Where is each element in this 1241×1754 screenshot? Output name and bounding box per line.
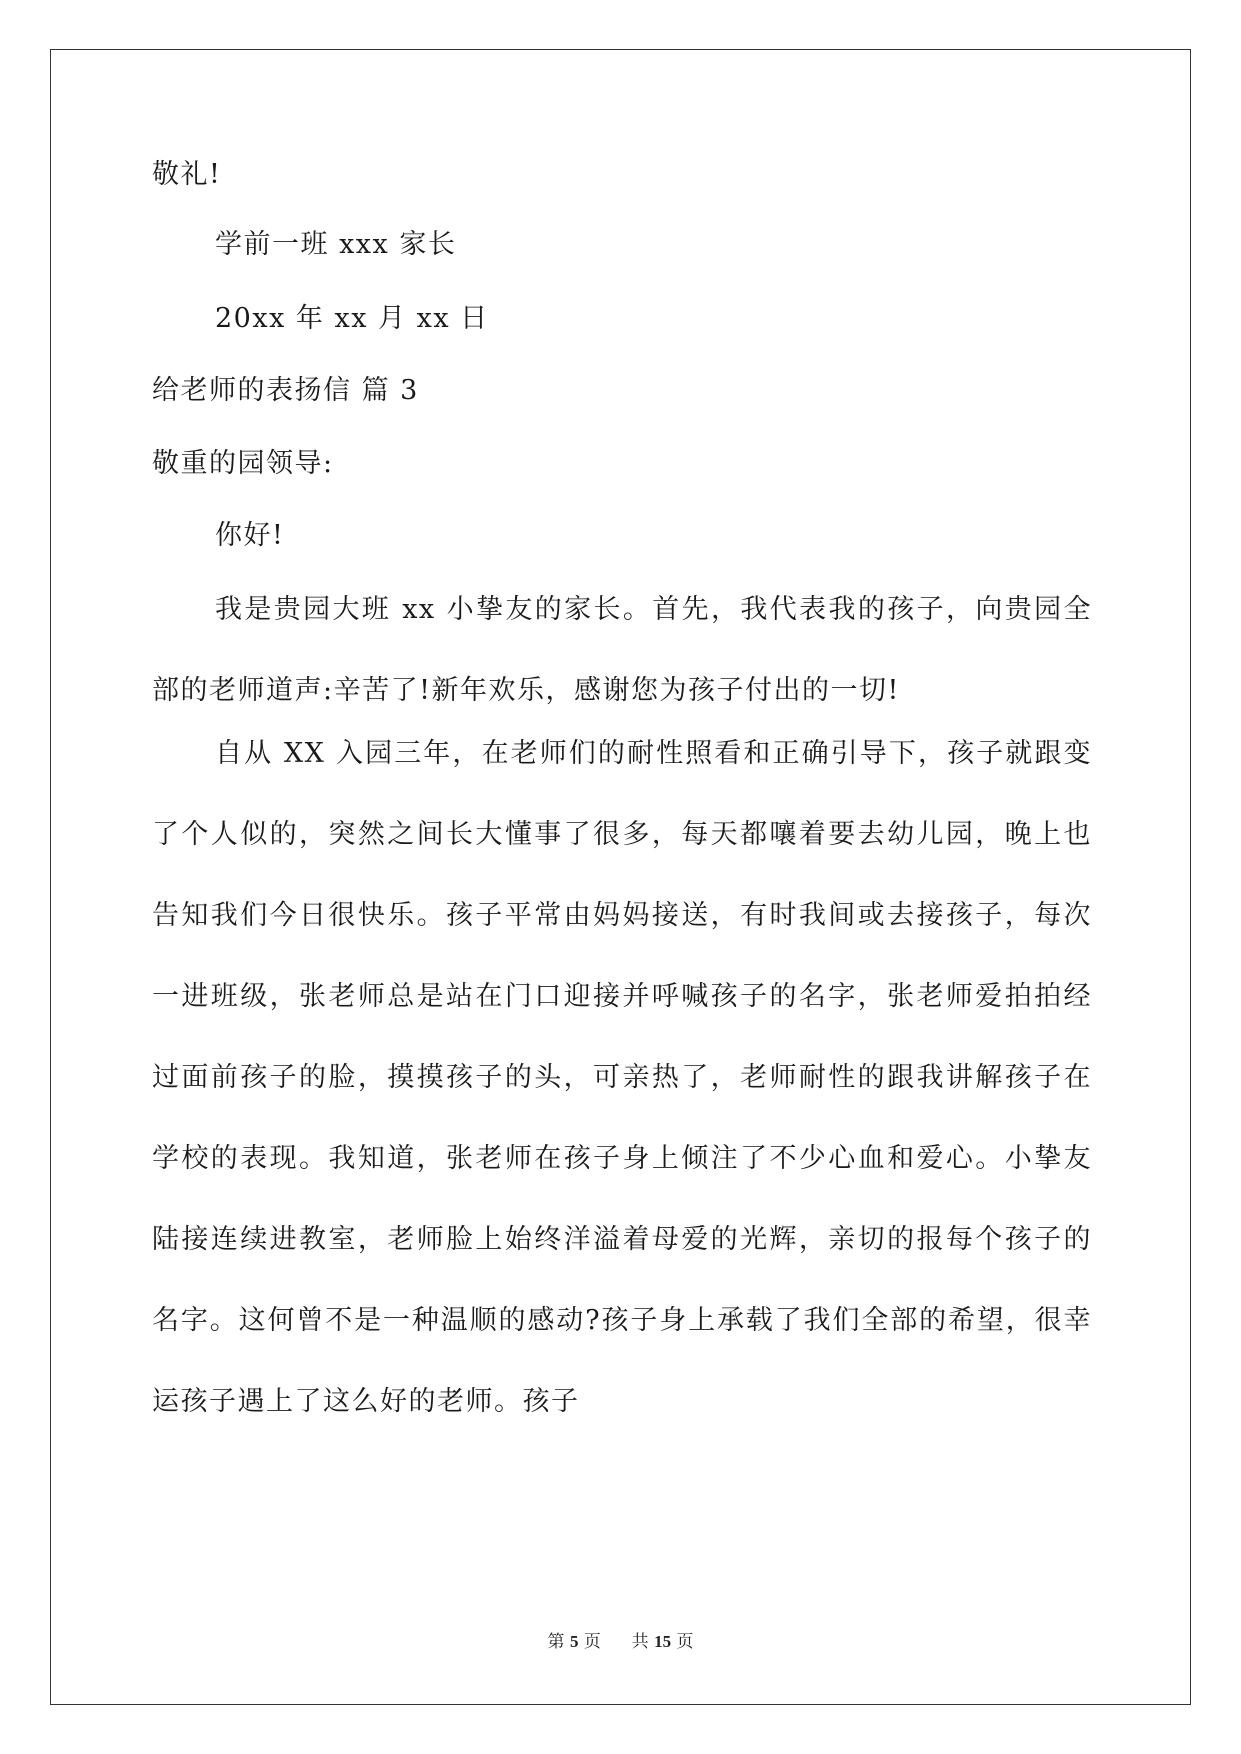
footer-page-suffix: 页 (583, 1632, 601, 1652)
body-paragraph-1: 我是贵园大班 xx 小挚友的家长。首先，我代表我的孩子，向贵园全部的老师道声:辛苦了!新年欢乐，感谢您为孩子付出的一切! (152, 594, 1092, 706)
recipient: 敬重的园领导: (152, 448, 334, 479)
closing-salutation: 敬礼! (152, 159, 222, 190)
footer-total-suffix: 页 (676, 1632, 694, 1652)
footer-total-prefix: 共 (631, 1632, 649, 1652)
footer-total-pages: 15 (654, 1632, 672, 1651)
letter-date: 20xx 年 xx 月 xx 日 (215, 303, 489, 334)
page-footer (0, 1630, 1241, 1654)
body-paragraph-2: 自从 XX 入园三年，在老师们的耐性照看和正确引导下，孩子就跟变了个人似的，突然之间长大懂事了很多，每天都嚷着要去幼儿园，晚上也告知我们今日很快乐。孩子平常由妈妈接送，有时我间或去接孩子，每次一进班级，张老师总是站在门口迎接并呼喊孩子的名字，张老师爱拍拍经过面前孩子的脸，摸摸孩子的头，可亲热了，老师耐性的跟我讲解孩子在学校的表现。我知道，张老师在孩子身上倾注了不少心血和爱心。小挚友陆接连续进教室，老师脸上始终洋溢着母爱的光辉，亲切的报每个孩子的名字。这何曾不是一种温顺的感动?孩子身上承载了我们全部的希望，很幸运孩子遇上了这么好的老师。孩子 (152, 738, 1092, 1417)
footer-page-number: 5 (569, 1632, 579, 1651)
footer-page-prefix: 第 (547, 1632, 565, 1652)
section-title: 给老师的表扬信 篇 3 (152, 375, 419, 406)
greeting: 你好! (215, 520, 285, 551)
signature: 学前一班 xxx 家长 (215, 229, 457, 260)
